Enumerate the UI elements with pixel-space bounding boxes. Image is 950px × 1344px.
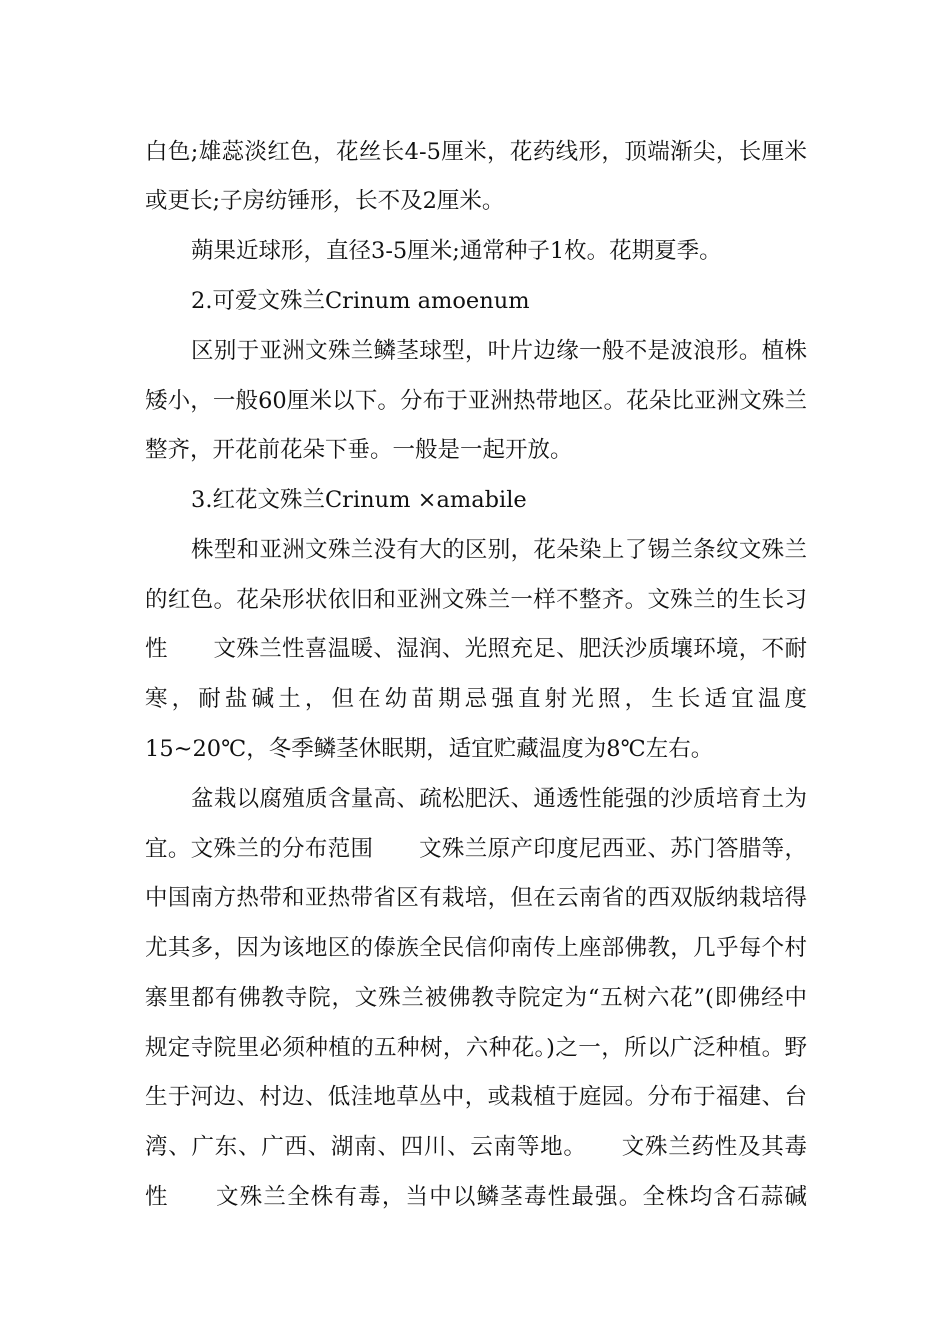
text-line-13: 15~20℃，冬季鳞茎休眠期，适宜贮藏温度为8℃左右。 [145,736,714,762]
text-line-10: 的红色。花朵形状依旧和亚洲文殊兰一样不整齐。文殊兰的生长习 [145,587,807,613]
text-line-5: 区别于亚洲文殊兰鳞茎球型，叶片边缘一般不是波浪形。植株 [191,338,807,364]
text-line-20: 生于河边、村边、低洼地草丛中，或栽植于庭园。分布于福建、台 [145,1084,807,1110]
text-line-12: 寒，耐盐碱土，但在幼苗期忌强直射光照，生长适宜温度 [145,686,807,712]
text-line-3: 蒴果近球形，直径3-5厘米;通常种子1枚。花期夏季。 [191,238,722,264]
text-line-7: 整齐，开花前花朵下垂。一般是一起开放。 [145,437,573,463]
section-heading-2: 2.可爱文殊兰Crinum amoenum [191,288,530,314]
text-line-6: 矮小，一般60厘米以下。分布于亚洲热带地区。花朵比亚洲文殊兰 [145,388,807,414]
text-line-19: 规定寺院里必须种植的五种树，六种花。)之一，所以广泛种植。野 [145,1035,807,1061]
text-line-17: 尤其多，因为该地区的傣族全民信仰南传上座部佛教，几乎每个村 [145,935,807,961]
text-line-2: 或更长;子房纺锤形，长不及2厘米。 [145,188,505,214]
section-heading-3: 3.红花文殊兰Crinum ×amabile [191,487,527,513]
text-line-14: 盆栽以腐殖质含量高、疏松肥沃、通透性能强的沙质培育土为 [191,786,807,812]
text-line-11: 性 文殊兰性喜温暖、湿润、光照充足、肥沃沙质壤环境，不耐 [145,636,807,662]
text-line-16: 中国南方热带和亚热带省区有栽培，但在云南省的西双版纳栽培得 [145,885,807,911]
text-line-18: 寨里都有佛教寺院，文殊兰被佛教寺院定为“五树六花”(即佛经中 [145,985,807,1011]
text-line-22: 性 文殊兰全株有毒，当中以鳞茎毒性最强。全株均含石蒜碱 [145,1184,807,1210]
text-line-1: 白色;雄蕊淡红色，花丝长4-5厘米，花药线形，顶端渐尖，长厘米 [145,139,807,165]
text-line-21: 湾、广东、广西、湖南、四川、云南等地。 文殊兰药性及其毒 [145,1134,807,1160]
text-line-15: 宜。文殊兰的分布范围 文殊兰原产印度尼西亚、苏门答腊等， [145,836,807,862]
text-line-9: 株型和亚洲文殊兰没有大的区别，花朵染上了锡兰条纹文殊兰 [191,537,807,563]
